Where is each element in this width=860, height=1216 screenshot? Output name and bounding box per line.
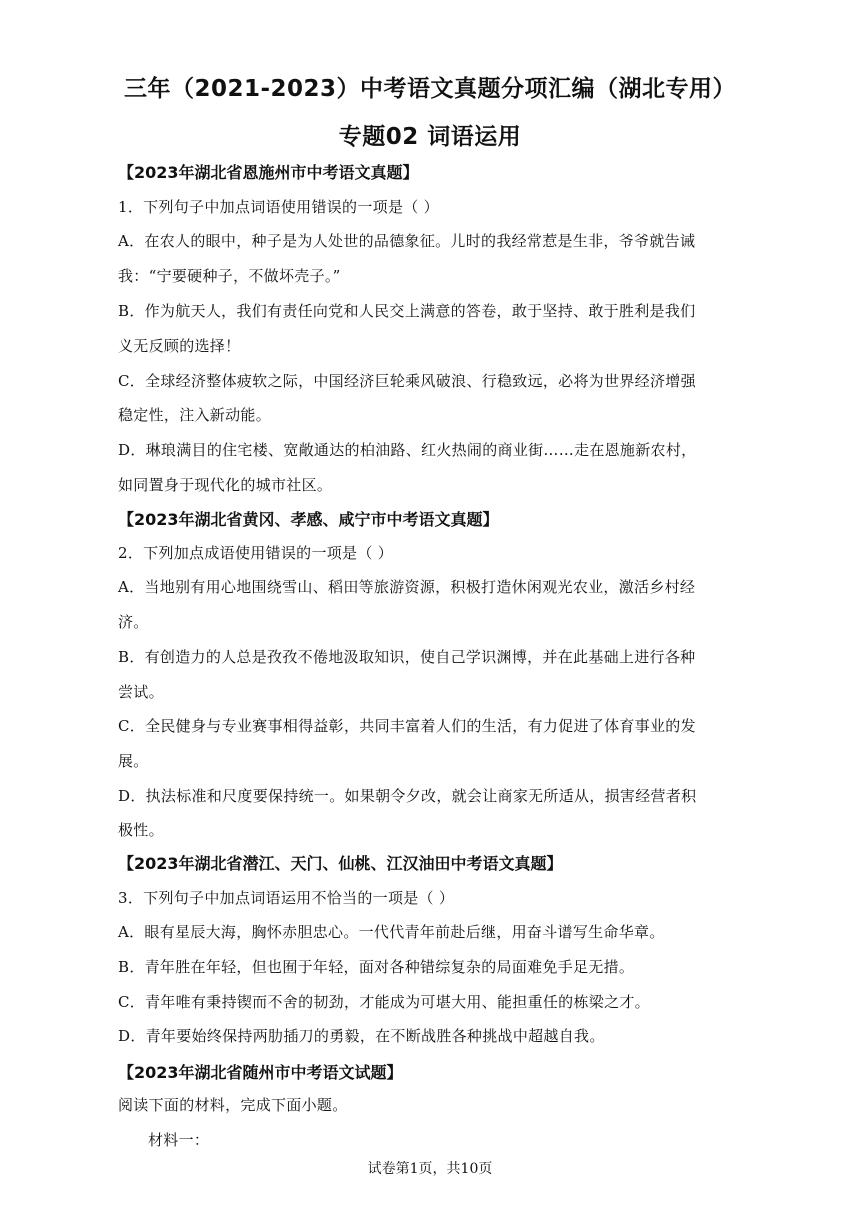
q2-option-d-line2: 极性。 <box>118 821 164 839</box>
material-label: 材料一： <box>148 1131 210 1149</box>
q2-option-c-line1: C．全民健身与专业赛事相得益彰，共同丰富着人们的生活，有力促进了体育事业的发 <box>118 717 696 735</box>
q2-option-c-line2: 展。 <box>118 752 149 770</box>
q1-option-a-line2: 我：“宁要硬种子，不做坏壳子。” <box>118 267 341 285</box>
reading-intro: 阅读下面的材料，完成下面小题。 <box>118 1096 348 1114</box>
section-heading-3: 【2023年湖北省潜江、天门、仙桃、江汉油田中考语文真题】 <box>118 854 563 873</box>
q1-option-d-line1: D．琳琅满目的住宅楼、宽敞通达的柏油路、红火热闹的商业街……走在恩施新农村， <box>118 441 697 459</box>
section-heading-4: 【2023年湖北省随州市中考语文试题】 <box>118 1063 403 1082</box>
q1-option-b-line1: B．作为航天人，我们有责任向党和人民交上满意的答卷，敢于坚持、敢于胜利是我们 <box>118 302 696 320</box>
q3-option-a: A．眼有星辰大海，胸怀赤胆忠心。一代代青年前赴后继，用奋斗谱写生命华章。 <box>118 923 665 941</box>
q2-option-d-line1: D．执法标准和尺度要保持统一。如果朝令夕改，就会让商家无所适从，损害经营者积 <box>118 787 697 805</box>
question-3: 3．下列句子中加点词语运用不恰当的一项是（ ） <box>118 889 455 907</box>
question-2: 2．下列加点成语使用错误的一项是（ ） <box>118 544 394 562</box>
q1-option-a-line1: A．在农人的眼中，种子是为人处世的品德象征。儿时的我经常惹是生非，爷爷就告诫 <box>118 232 696 250</box>
section-heading-1: 【2023年湖北省恩施州市中考语文真题】 <box>118 163 419 182</box>
q3-option-d: D．青年要始终保持两肋插刀的勇毅，在不断战胜各种挑战中超越自我。 <box>118 1027 605 1045</box>
q3-option-c: C．青年唯有秉持锲而不舍的韧劲，才能成为可堪大用、能担重任的栋梁之才。 <box>118 993 650 1011</box>
page-title: 三年（2021-2023）中考语文真题分项汇编（湖北专用） <box>123 76 737 102</box>
q1-option-c-line2: 稳定性，注入新动能。 <box>118 406 272 424</box>
q2-option-a-line1: A．当地别有用心地围绕雪山、稻田等旅游资源，积极打造休闲观光农业，激活乡村经 <box>118 578 696 596</box>
q1-option-c-line1: C．全球经济整体疲软之际，中国经济巨轮乘风破浪、行稳致远，必将为世界经济增强 <box>118 372 696 390</box>
section-heading-2: 【2023年湖北省黄冈、孝感、咸宁市中考语文真题】 <box>118 510 499 529</box>
page-footer: 试卷第1页，共10页 <box>367 1161 493 1177</box>
q2-option-b-line2: 尝试。 <box>118 683 164 701</box>
question-1: 1．下列句子中加点词语使用错误的一项是（ ） <box>118 198 439 216</box>
page-subtitle: 专题02 词语运用 <box>338 124 522 150</box>
q1-option-d-line2: 如同置身于现代化的城市社区。 <box>118 476 333 494</box>
q2-option-b-line1: B．有创造力的人总是孜孜不倦地汲取知识，使自己学识渊博，并在此基础上进行各种 <box>118 648 696 666</box>
q2-option-a-line2: 济。 <box>118 613 149 631</box>
q3-option-b: B．青年胜在年轻，但也囿于年轻，面对各种错综复杂的局面难免手足无措。 <box>118 958 635 976</box>
q1-option-b-line2: 义无反顾的选择！ <box>118 337 241 355</box>
